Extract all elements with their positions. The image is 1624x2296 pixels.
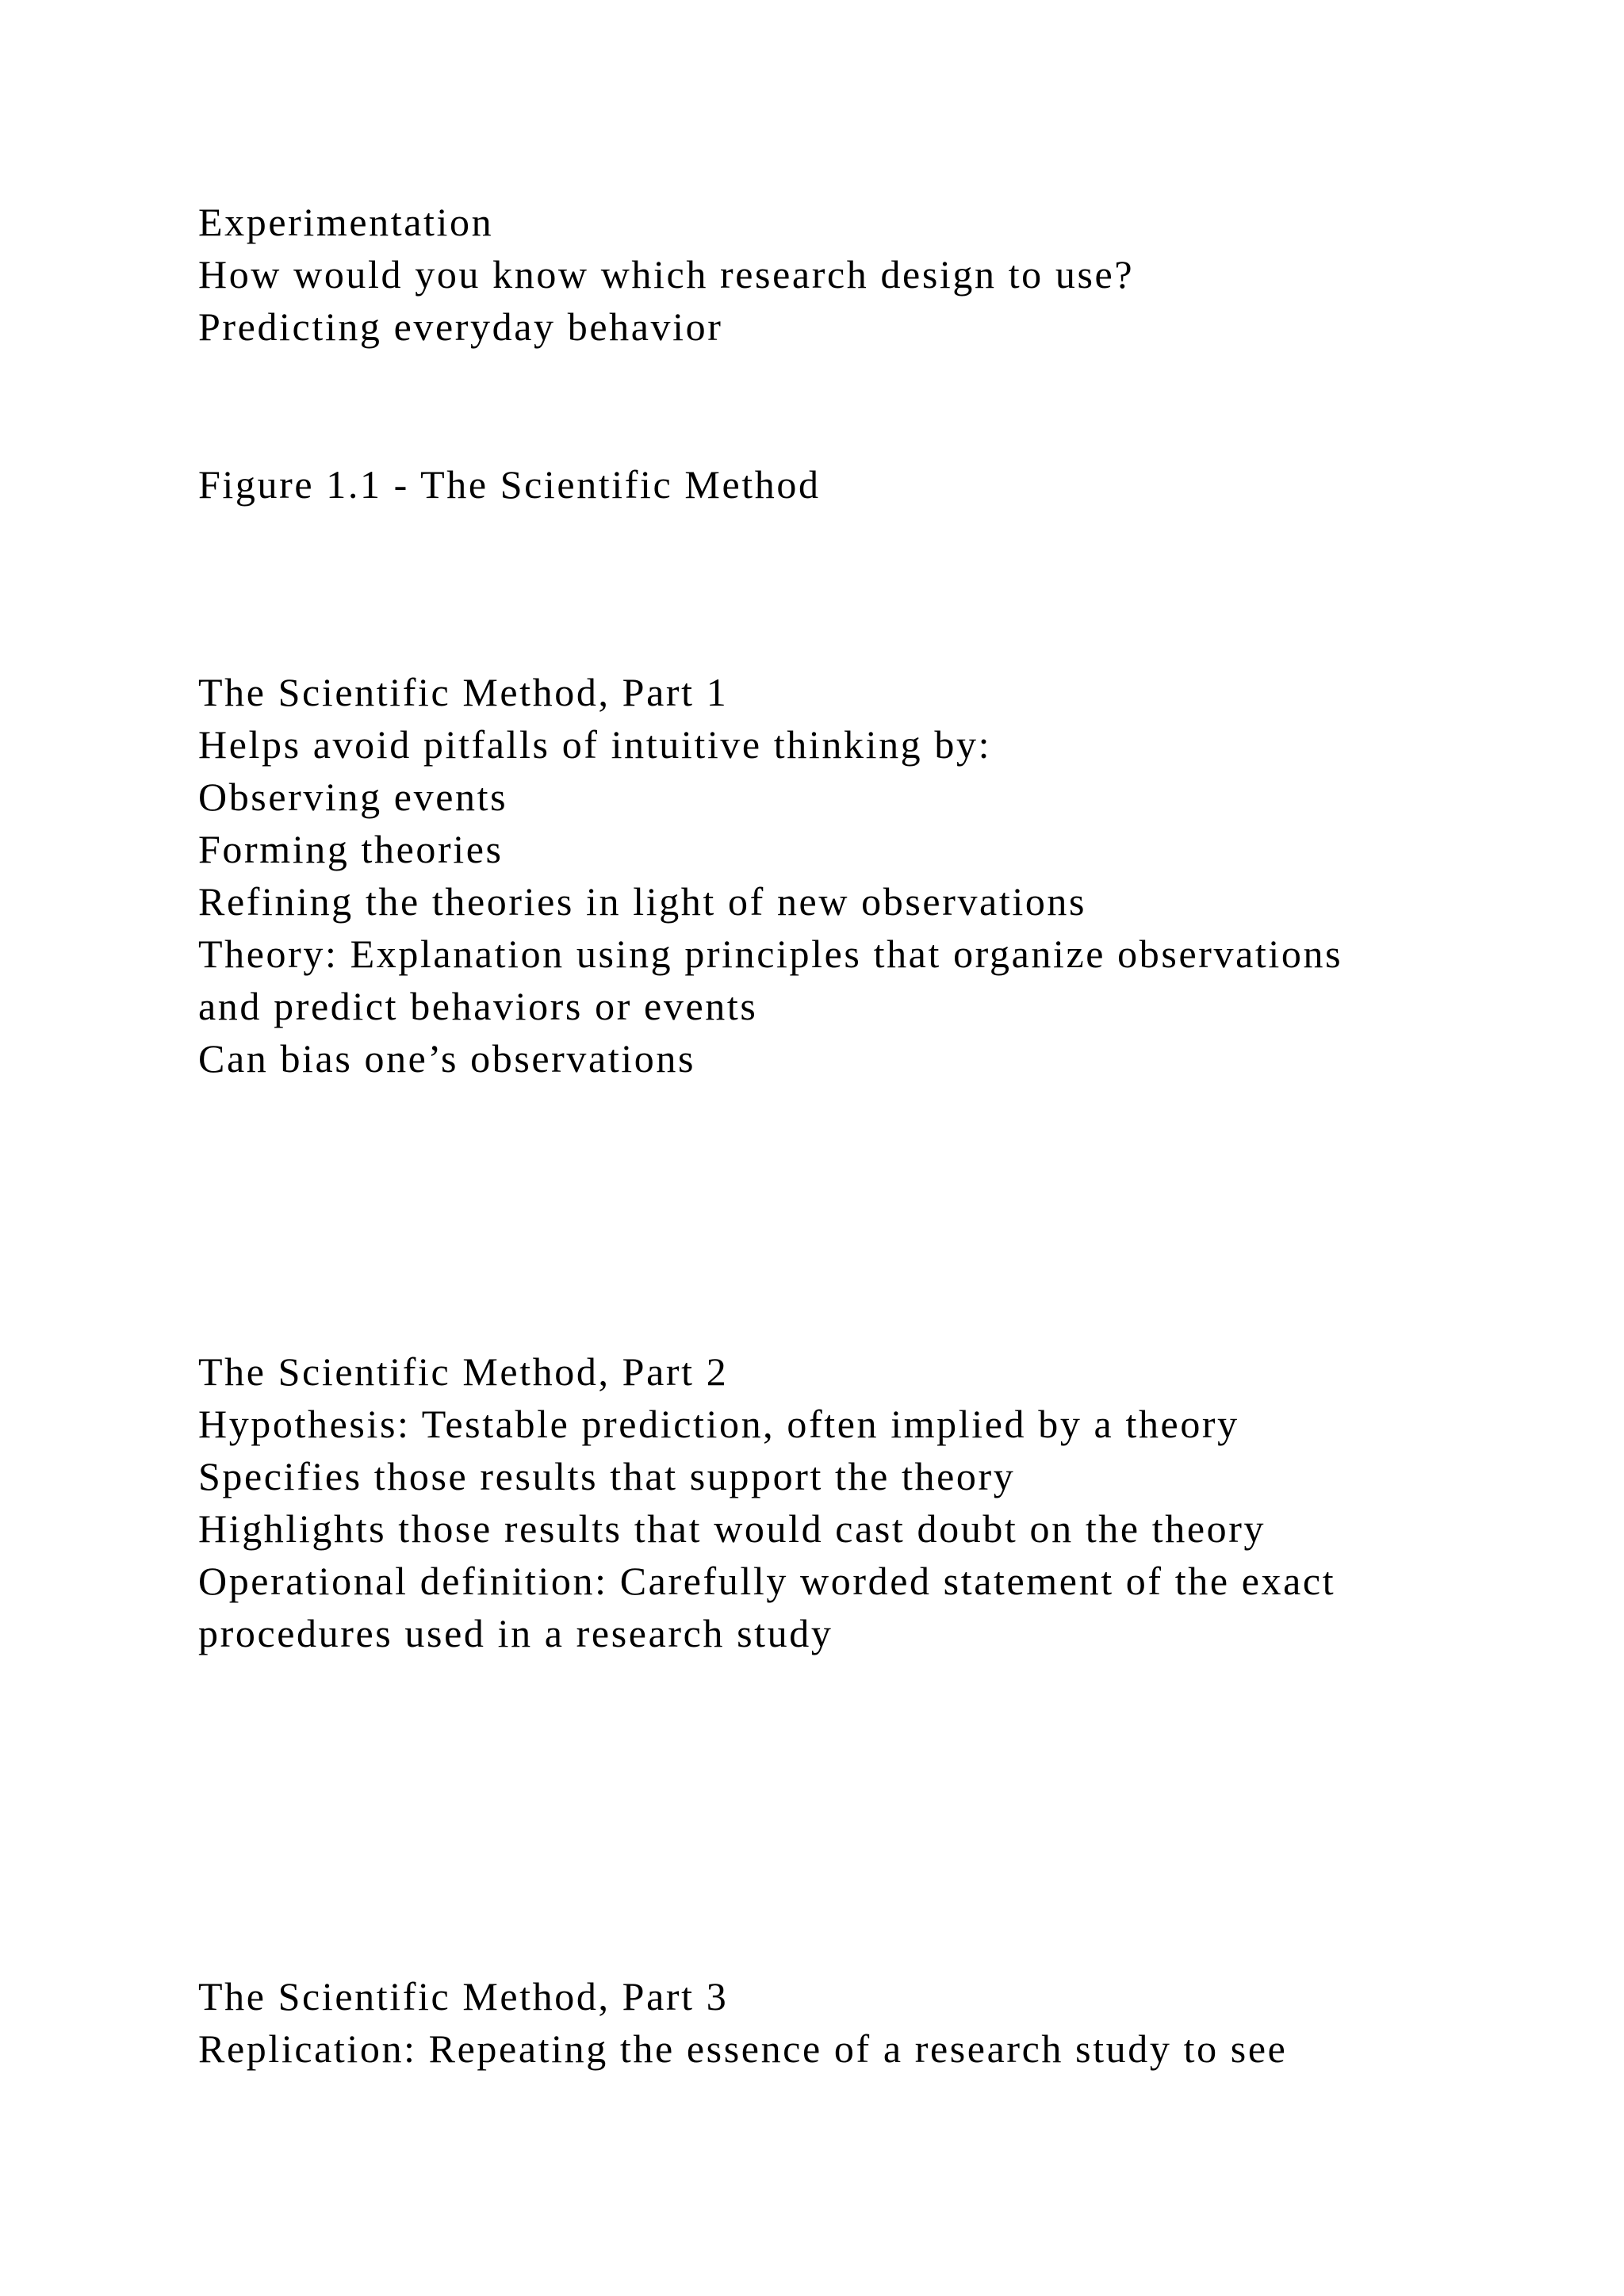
figure-caption: Figure 1.1 - The Scientific Method bbox=[198, 462, 821, 507]
part1-line: Theory: Explanation using principles that organize observations bbox=[198, 932, 1343, 976]
part1-line: Can bias one’s observations bbox=[198, 1036, 696, 1081]
part2-title: The Scientific Method, Part 2 bbox=[198, 1349, 729, 1394]
intro-line-predicting: Predicting everyday behavior bbox=[198, 304, 723, 349]
intro-line-research-design: How would you know which research design to use? bbox=[198, 252, 1135, 297]
part1-line: and predict behaviors or events bbox=[198, 984, 758, 1028]
part2-line: procedures used in a research study bbox=[198, 1611, 833, 1655]
part2-line: Highlights those results that would cast doubt on the theory bbox=[198, 1506, 1266, 1551]
part1-line: Forming theories bbox=[198, 827, 504, 871]
intro-line-experimentation: Experimentation bbox=[198, 200, 494, 244]
part1-line: Observing events bbox=[198, 775, 508, 819]
part1-line: Refining the theories in light of new observations bbox=[198, 879, 1087, 924]
part2-line: Operational definition: Carefully worded statement of the exact bbox=[198, 1559, 1336, 1603]
part2-line: Hypothesis: Testable prediction, often implied by a theory bbox=[198, 1402, 1239, 1446]
part3-title: The Scientific Method, Part 3 bbox=[198, 1974, 729, 2019]
part1-line: Helps avoid pitfalls of intuitive thinking by: bbox=[198, 722, 992, 767]
part3-line: Replication: Repeating the essence of a research study to see bbox=[198, 2026, 1288, 2071]
part2-line: Specifies those results that support the theory bbox=[198, 1454, 1016, 1498]
part1-title: The Scientific Method, Part 1 bbox=[198, 670, 729, 714]
